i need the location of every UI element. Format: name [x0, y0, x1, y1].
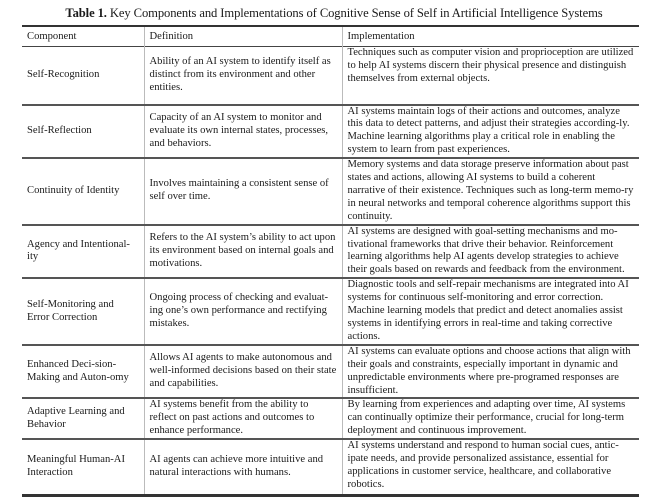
- table-row: [22, 158, 639, 225]
- cell-definition: Ongoing process of checking and evaluat-ing one’s own performance and rectifying mistakes.: [144, 278, 342, 345]
- cell-definition: Refers to the AI system’s ability to act upon its environment based on internal goals and motivations.: [144, 225, 342, 279]
- table-row: [22, 105, 639, 159]
- cell-component: Enhanced Deci-sion-Making and Auton-omy: [22, 345, 144, 399]
- cell-component: Self-Recognition: [22, 47, 144, 105]
- header-implementation: Implementation: [347, 30, 415, 42]
- components-table: [22, 25, 639, 497]
- table-row: [22, 439, 639, 495]
- cell-definition: Allows AI agents to make autonomous and well-informed decisions based on their state and capabilities.: [144, 345, 342, 399]
- cell-component: Agency and Intentional-ity: [22, 225, 144, 279]
- cell-implementation: Memory systems and data storage preserve information about past states and actions, allowing AI systems to build a coherent narrative of their existence. Techniques such as long-term memo-ry in neural networks and temporal coherence algorithms support this continuity.: [347, 159, 634, 222]
- cell-implementation: AI systems maintain logs of their actions and outcomes, analyze this data to detect patterns, and adjust their strategies according-ly. Machine learning algorithms play a critical role in enabling the system to learn from past experiences.: [347, 105, 630, 156]
- table-caption: [0, 5, 668, 21]
- cell-implementation: Diagnostic tools and self-repair mechanisms are integrated into AI systems for continuous self-monitoring and error correction. Machine learning models that predict and detect anomalies assist systems in identifying errors in real-time and taking corrective actions.: [347, 279, 629, 342]
- cell-component: Self-Reflection: [22, 105, 144, 159]
- table-row: [22, 225, 639, 279]
- cell-implementation: AI systems can evaluate options and choose actions that align with their goals and constraints, especially important in dynamic and unpredictable environments where pre-programed responses are insufficient.: [347, 345, 631, 396]
- table-row: [22, 278, 639, 345]
- cell-implementation: Techniques such as computer vision and proprioception are utilized to help AI systems discern their physical presence and distinguish themselves from external objects.: [347, 47, 634, 84]
- table-row: [22, 398, 639, 439]
- header-definition: Definition: [144, 26, 342, 47]
- cell-implementation: By learning from experiences and adapting over time, AI systems can continually optimize their performance, crucial for long-term deployment and continuous improvement.: [347, 399, 626, 437]
- cell-component: Self-Monitoring and Error Correction: [22, 278, 144, 345]
- table-row: [22, 345, 639, 399]
- caption-title: Key Components and Implementations of Cognitive Sense of Self in Artificial Intelligence Systems: [106, 6, 603, 20]
- table-row: [22, 47, 639, 105]
- cell-definition: Involves maintaining a consistent sense of self over time.: [144, 158, 342, 225]
- cell-implementation: AI systems understand and respond to human social cues, antic-ipate needs, and provide personalized assistance, essential for applications in customer service, healthcare, and collaborative robotics.: [347, 440, 619, 490]
- cell-definition: AI agents can achieve more intuitive and natural interactions with humans.: [144, 439, 342, 495]
- header-row: [22, 26, 639, 47]
- cell-definition: Capacity of an AI system to monitor and evaluate its own internal states, processes, and behaviors.: [144, 105, 342, 159]
- cell-definition: AI systems benefit from the ability to reflect on past actions and outcomes to enhance performance.: [144, 398, 342, 439]
- caption-label: Table 1.: [65, 6, 107, 20]
- header-component: Component: [22, 26, 144, 47]
- cell-component: Continuity of Identity: [22, 158, 144, 225]
- cell-component: Adaptive Learning and Behavior: [22, 398, 144, 439]
- cell-definition: Ability of an AI system to identify itself as distinct from its environment and other entities.: [144, 47, 342, 105]
- cell-implementation: AI systems are designed with goal-setting mechanisms and mo-tivational frameworks that drive their behavior. Reinforcement learning algorithms help AI agents develop strategies to achieve their goals based on rewards and feedback from the environment.: [347, 225, 625, 276]
- cell-component: Meaningful Human-AI Interaction: [22, 439, 144, 495]
